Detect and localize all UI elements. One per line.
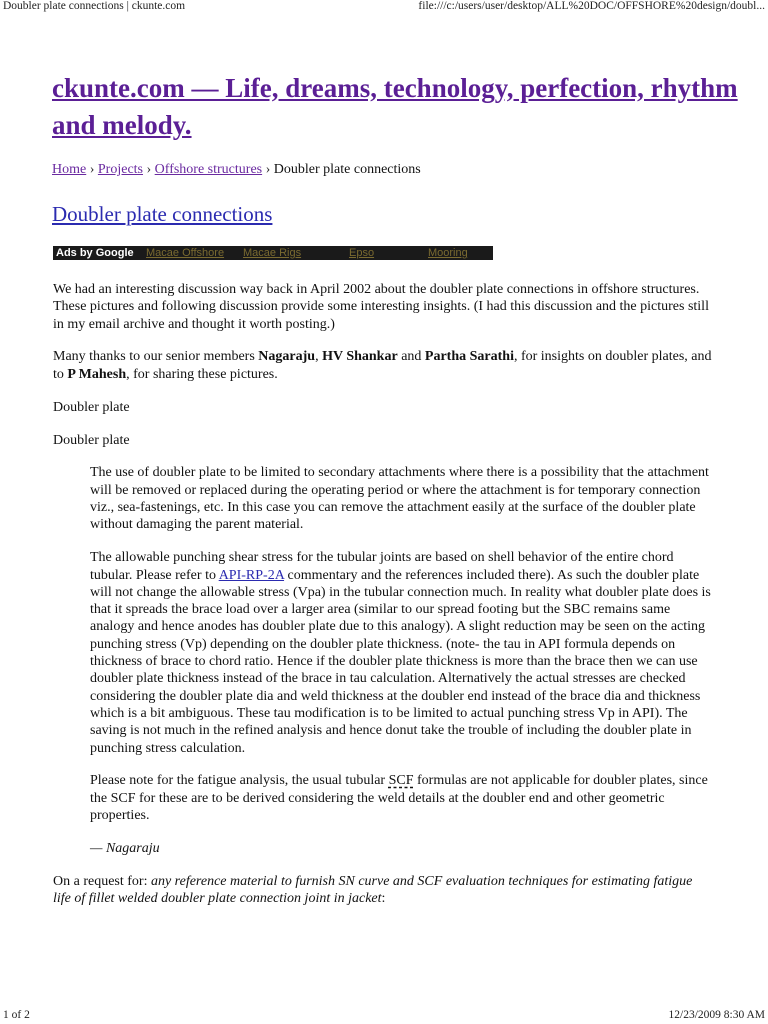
ad-link-mooring[interactable]: Mooring — [428, 247, 468, 259]
breadcrumb — [52, 161, 421, 179]
request-quote: any reference material to furnish SN curve and SCF evaluation techniques for estimating fatigue life of fillet welded doubler plate connection joint in jacket — [53, 873, 693, 907]
breadcrumb-separator: › — [265, 162, 271, 177]
page-number: 1 of 2 — [3, 1009, 30, 1021]
post-title-link[interactable]: Doubler plate connections — [52, 202, 273, 226]
member-name: Partha Sarathi — [424, 349, 514, 365]
post-content — [53, 281, 713, 923]
breadcrumb-current: Doubler plate connections — [273, 162, 421, 177]
site-title — [52, 70, 742, 144]
scf-abbreviation[interactable]: SCF — [388, 773, 414, 789]
breadcrumb-separator: › — [89, 162, 95, 177]
intro-paragraph: We had an interesting discussion way back in April 2002 about the doubler plate connections in offshore structures. These pictures and following discussion provide some interesting insights. (I had this discussion and the pictures still in my email archive and thought it worth posting.) — [53, 282, 709, 332]
ad-link-macae-offshore[interactable]: Macae Offshore — [146, 247, 225, 259]
ad-link-epso[interactable]: Epso — [349, 247, 375, 259]
quote-paragraph: The allowable punching shear stress for the tubular joints are based on shell behavior of the entire chord tubular. Please refer to API-RP-2A commentary and the references included there). As such the doubler plate will not change the allowable stress (Vpa) in the tubular connection much. In reality what doubler plate does is that it spreads the brace load over a larger area (similar to our spread footing but the SBC remains same analogy and hence anodes has doubler plate due to this analogy). A slight reduction may be seen on the acting punching stress (Vp) depending on the doubler plate thickness. (note- the tau in API formula depends on thickness of brace to chord ratio. Hence if the doubler plate thickness is more than the brace then we can use doubler plate thickness instead of the brace in tau calculation. Alternatively the actual stresses are checked considering the doubler plate dia and weld thickness at the doubler end instead of the brace dia and thickness which is a bit ambiguous. These tau modification is to be limited to actual punching stress Vp in API). The saving is not much in the refined analysis and hence donut take the trouble of including the doubler plate in punching stress calculation. — [90, 550, 711, 756]
api-rp-2a-link[interactable]: API-RP-2A — [218, 567, 285, 583]
print-header-title: Doubler plate connections | ckunte.com — [3, 0, 186, 12]
member-name: P Mahesh — [67, 366, 127, 382]
ad-bar — [53, 246, 493, 260]
thanks-paragraph: Many thanks to our senior members Nagaraju, HV Shankar and Partha Sarathi, for insights on doubler plates, and to P Mahesh, for sharing these pictures. — [53, 349, 712, 382]
ad-link-macae-rigs[interactable]: Macae Rigs — [243, 247, 302, 259]
member-name: HV Shankar — [322, 349, 398, 365]
print-header-url: file:///c:/users/user/desktop/ALL%20DOC/OFFSHORE%20design/doubl... — [418, 0, 765, 12]
post-title — [52, 200, 272, 228]
breadcrumb-separator: › — [146, 162, 152, 177]
image-caption: Doubler plate — [53, 399, 130, 415]
quote-paragraph: The use of doubler plate to be limited to secondary attachments where there is a possibility that the attachment will be removed or replaced during the operating period or where the attachment is for temporary connection viz., sea-fastenings, etc. In this case you can remove the attachment easily at the surface of the doubler plate without damaging the parent material. — [90, 465, 709, 533]
print-footer — [0, 1008, 768, 1024]
print-datetime: 12/23/2009 8:30 AM — [668, 1009, 765, 1021]
breadcrumb-offshore-link[interactable]: Offshore structures — [154, 162, 263, 177]
site-title-link[interactable]: ckunte.com — Life, dreams, technology, perfection, rhythm and melody. — [52, 73, 738, 140]
quote-signature: — Nagaraju — [90, 840, 160, 856]
member-name: Nagaraju — [258, 349, 316, 365]
breadcrumb-projects-link[interactable]: Projects — [97, 162, 143, 177]
ads-by-google-label[interactable]: Ads by Google — [56, 247, 134, 259]
image-caption: Doubler plate — [53, 432, 130, 448]
print-header — [0, 0, 768, 16]
request-paragraph: On a request for: any reference material to furnish SN curve and SCF evaluation techniques for estimating fatigue life of fillet welded doubler plate connection joint in jacket: — [53, 873, 693, 907]
quote-paragraph: Please note for the fatigue analysis, the usual tubular SCF formulas are not applicable for doubler plates, since the SCF for these are to be derived considering the weld details at the doubler end and other geometric properties. — [90, 773, 708, 823]
breadcrumb-home-link[interactable]: Home — [52, 162, 87, 177]
